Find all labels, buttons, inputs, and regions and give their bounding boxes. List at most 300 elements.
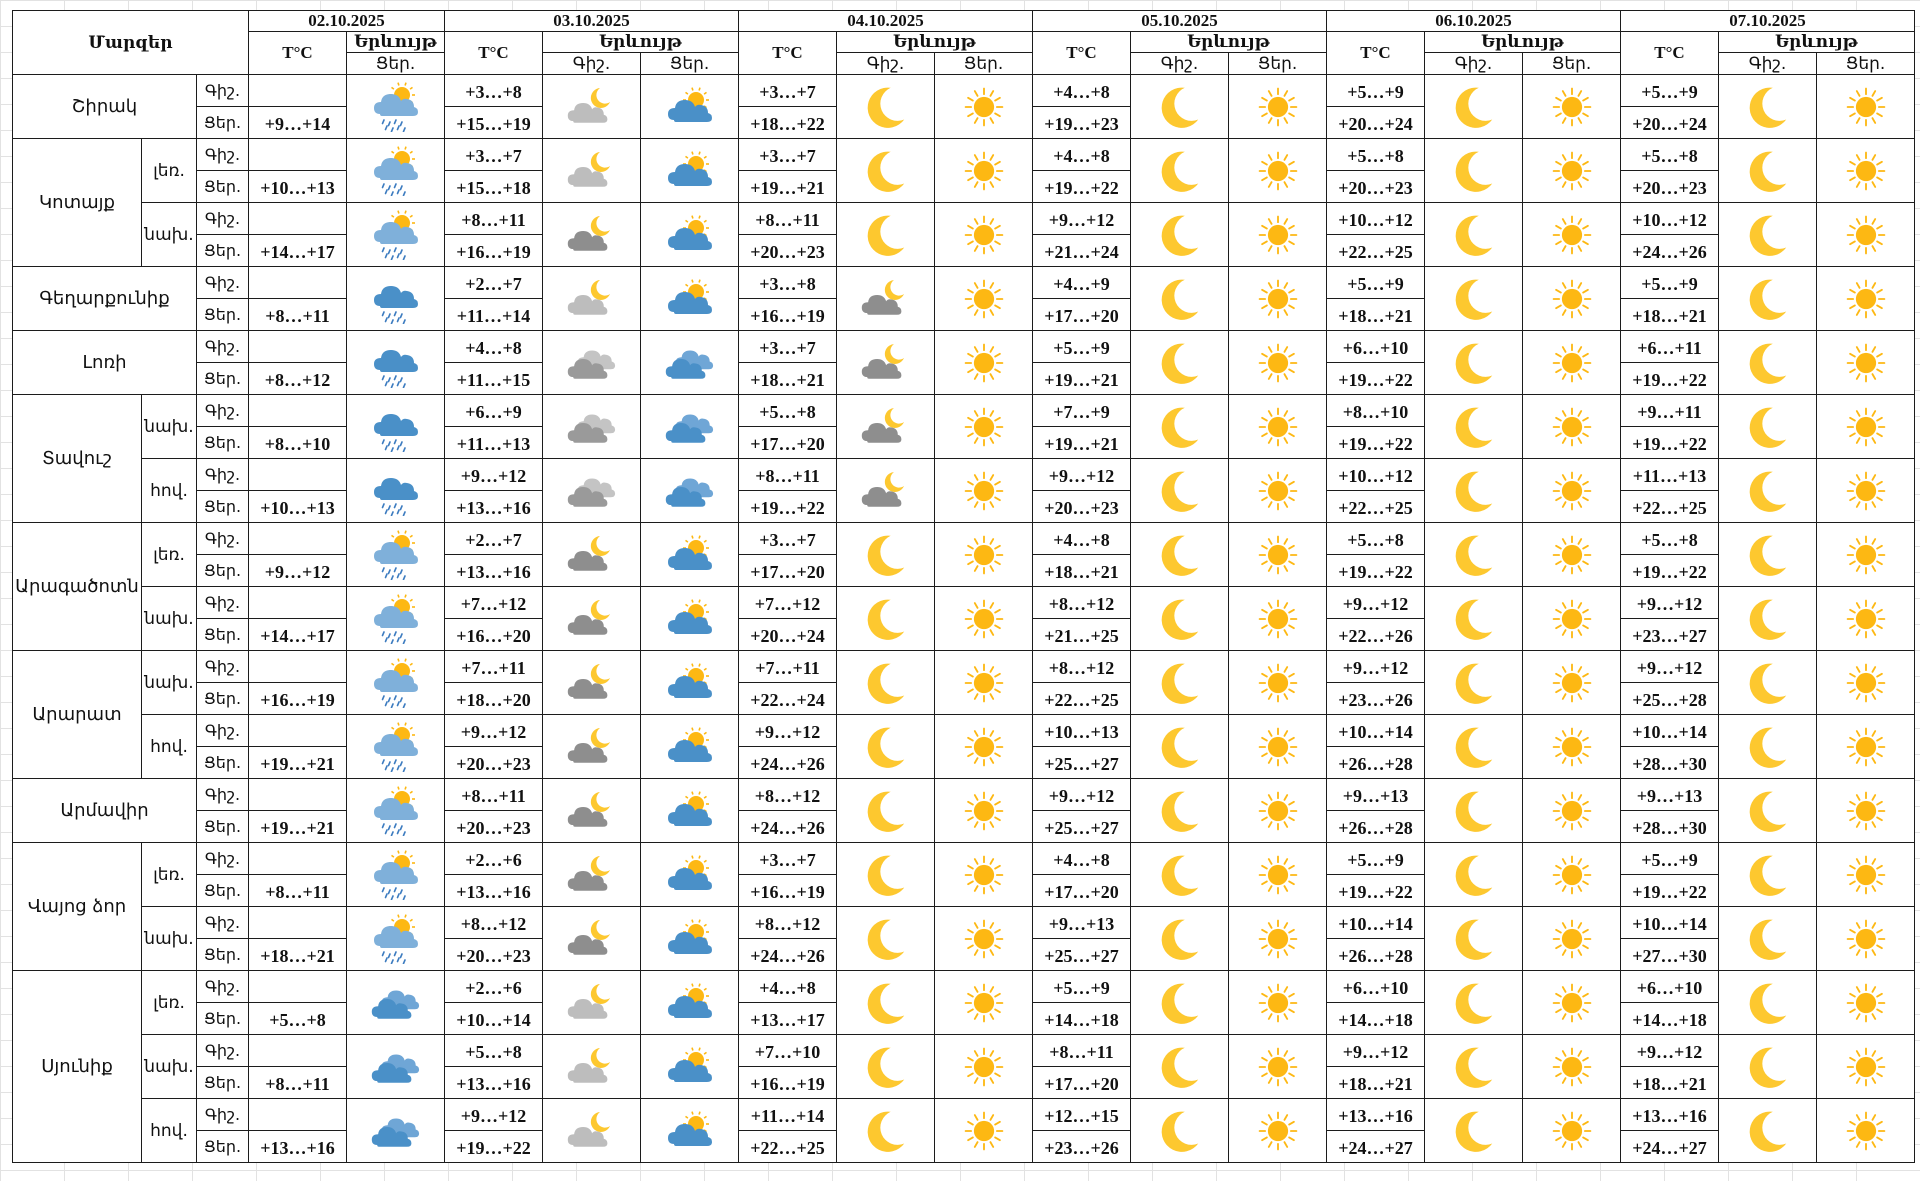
day-label: Ցեր. [197, 747, 249, 779]
subregion-name: նախ. [142, 587, 197, 651]
sun-icon [935, 843, 1033, 907]
moon-icon [1719, 203, 1817, 267]
night-label: Գիշ. [197, 203, 249, 235]
day-temperature: +18…+20 [445, 683, 543, 715]
moon-icon [837, 587, 935, 651]
sun-icon [1523, 587, 1621, 651]
sun-icon [935, 651, 1033, 715]
moon-cloud-dark-icon [837, 331, 935, 395]
sun-icon [1817, 1099, 1915, 1163]
table-row [13, 587, 1915, 619]
weather-header: Երևույթ [837, 32, 1033, 53]
sun-icon [1229, 139, 1327, 203]
sun-icon [1523, 651, 1621, 715]
moon-cloud-dark-icon [543, 587, 641, 651]
moon-icon [1719, 1099, 1817, 1163]
day-temperature: +13…+16 [445, 875, 543, 907]
day-temperature: +16…+19 [445, 235, 543, 267]
day-temperature: +14…+18 [1033, 1003, 1131, 1035]
night-label: Գիշ. [197, 139, 249, 171]
empty-cell [249, 779, 347, 811]
night-label: Գիշ. [197, 1035, 249, 1067]
day-temperature: +20…+23 [1621, 171, 1719, 203]
night-temperature: +9…+12 [1033, 459, 1131, 491]
subregion-name: հով. [142, 459, 197, 523]
sun-icon [1229, 267, 1327, 331]
day-label: Ցեր. [197, 107, 249, 139]
clouds-icon [543, 395, 641, 459]
day-temperature: +22…+26 [1327, 619, 1425, 651]
table-row [13, 395, 1915, 427]
moon-cloud-dark-icon [837, 459, 935, 523]
day-subheader: Ցեր. [935, 53, 1033, 75]
sun-cloud-icon [641, 1099, 739, 1163]
sun-icon [1523, 139, 1621, 203]
sun-cloud-icon [641, 843, 739, 907]
moon-cloud-dark-icon [543, 907, 641, 971]
day-label: Ցեր. [197, 171, 249, 203]
night-temperature: +2…+7 [445, 267, 543, 299]
region-name: Սյունիք [13, 971, 142, 1163]
night-temperature: +9…+12 [1327, 651, 1425, 683]
day-temperature: +10…+14 [445, 1003, 543, 1035]
region-name: Կոտայք [13, 139, 142, 267]
day-temperature: +19…+22 [1327, 875, 1425, 907]
day-temperature: +22…+25 [1621, 491, 1719, 523]
sun-icon [935, 203, 1033, 267]
table-row [13, 459, 1915, 491]
moon-icon [837, 523, 935, 587]
moon-icon [837, 779, 935, 843]
moon-icon [1719, 651, 1817, 715]
region-name: Շիրակ [13, 75, 197, 139]
sun-icon [935, 331, 1033, 395]
sun-cloud-icon [641, 715, 739, 779]
night-temperature: +13…+16 [1621, 1099, 1719, 1131]
night-label: Գիշ. [197, 651, 249, 683]
sun-icon [935, 395, 1033, 459]
moon-cloud-icon [543, 75, 641, 139]
day-temperature: +19…+22 [1621, 363, 1719, 395]
moon-icon [1719, 267, 1817, 331]
night-temperature: +5…+9 [1327, 843, 1425, 875]
table-row [13, 75, 1915, 107]
moon-icon [1719, 331, 1817, 395]
sun-icon [1523, 459, 1621, 523]
day-temperature: +24…+27 [1621, 1131, 1719, 1163]
night-temperature: +9…+12 [1033, 779, 1131, 811]
night-temperature: +6…+10 [1327, 331, 1425, 363]
night-temperature: +9…+13 [1327, 779, 1425, 811]
day-label: Ցեր. [197, 491, 249, 523]
moon-cloud-dark-icon [543, 203, 641, 267]
night-temperature: +5…+8 [1327, 523, 1425, 555]
empty-cell [249, 715, 347, 747]
moon-cloud-dark-icon [543, 779, 641, 843]
night-temperature: +7…+9 [1033, 395, 1131, 427]
region-name: Արարատ [13, 651, 142, 779]
day-subheader: Ցեր. [1229, 53, 1327, 75]
sun-icon [1229, 907, 1327, 971]
sun-icon [1229, 971, 1327, 1035]
sun-icon [1229, 203, 1327, 267]
night-temperature: +5…+8 [1621, 523, 1719, 555]
night-temperature: +11…+13 [1621, 459, 1719, 491]
moon-icon [1719, 971, 1817, 1035]
table-row [13, 715, 1915, 747]
subregion-name: լեռ. [142, 139, 197, 203]
moon-icon [1425, 331, 1523, 395]
night-label: Գիշ. [197, 75, 249, 107]
date-header: 04.10.2025 [739, 11, 1033, 32]
table-body [13, 11, 1915, 1163]
region-name: Արմավիր [13, 779, 197, 843]
empty-cell [249, 395, 347, 427]
day-temperature: +25…+27 [1033, 747, 1131, 779]
day-temperature: +20…+23 [445, 939, 543, 971]
moon-cloud-icon [543, 1099, 641, 1163]
moon-icon [1425, 779, 1523, 843]
moon-icon [1131, 395, 1229, 459]
night-temperature: +7…+10 [739, 1035, 837, 1067]
night-label: Գիշ. [197, 907, 249, 939]
sun-icon [1817, 971, 1915, 1035]
day-temperature: +13…+16 [445, 491, 543, 523]
moon-icon [1131, 651, 1229, 715]
night-temperature: +5…+9 [1621, 843, 1719, 875]
moon-cloud-dark-icon [543, 843, 641, 907]
night-label: Գիշ. [197, 459, 249, 491]
moon-icon [837, 907, 935, 971]
temp-header: T°C [739, 32, 837, 75]
date-header: 02.10.2025 [249, 11, 445, 32]
sun-icon [1817, 203, 1915, 267]
night-temperature: +6…+9 [445, 395, 543, 427]
moon-icon [1131, 1099, 1229, 1163]
night-temperature: +9…+13 [1621, 779, 1719, 811]
moon-icon [1425, 907, 1523, 971]
night-temperature: +3…+8 [445, 75, 543, 107]
day-temperature: +18…+21 [739, 363, 837, 395]
table-row [13, 139, 1915, 171]
night-temperature: +8…+11 [739, 203, 837, 235]
subregion-name: նախ. [142, 1035, 197, 1099]
night-label: Գիշ. [197, 395, 249, 427]
day-subheader: Ցեր. [347, 53, 445, 75]
sun-icon [1523, 203, 1621, 267]
table-row [13, 1099, 1915, 1131]
sun-cloud-rain-icon [347, 715, 445, 779]
sun-icon [1229, 587, 1327, 651]
moon-cloud-dark-icon [543, 715, 641, 779]
night-label: Գիշ. [197, 331, 249, 363]
empty-cell [249, 331, 347, 363]
day-temperature: +8…+12 [249, 363, 347, 395]
subregion-name: լեռ. [142, 843, 197, 907]
day-temperature: +22…+25 [739, 1131, 837, 1163]
day-label: Ցեր. [197, 875, 249, 907]
header-row-dates [13, 11, 1915, 32]
night-temperature: +9…+12 [1621, 1035, 1719, 1067]
day-temperature: +22…+25 [1033, 683, 1131, 715]
day-label: Ցեր. [197, 1067, 249, 1099]
day-temperature: +20…+23 [445, 811, 543, 843]
day-temperature: +19…+21 [1033, 363, 1131, 395]
day-temperature: +16…+20 [445, 619, 543, 651]
clouds-icon [543, 331, 641, 395]
day-temperature: +8…+11 [249, 875, 347, 907]
day-temperature: +20…+24 [1621, 107, 1719, 139]
subregion-name: նախ. [142, 203, 197, 267]
sun-icon [1523, 75, 1621, 139]
sun-icon [1229, 1099, 1327, 1163]
day-temperature: +26…+28 [1327, 811, 1425, 843]
night-temperature: +5…+9 [1327, 75, 1425, 107]
sun-cloud-icon [641, 907, 739, 971]
day-temperature: +11…+14 [445, 299, 543, 331]
sun-icon [1523, 779, 1621, 843]
moon-icon [1131, 779, 1229, 843]
subregion-name: նախ. [142, 907, 197, 971]
empty-cell [249, 139, 347, 171]
blue-clouds-icon [641, 331, 739, 395]
empty-cell [249, 267, 347, 299]
sun-icon [1229, 75, 1327, 139]
header-row-labels [13, 32, 1915, 53]
day-temperature: +15…+18 [445, 171, 543, 203]
day-temperature: +20…+24 [1327, 107, 1425, 139]
day-temperature: +19…+22 [1327, 363, 1425, 395]
table-row [13, 267, 1915, 299]
night-subheader: Գիշ. [1425, 53, 1523, 75]
moon-icon [1719, 907, 1817, 971]
table-row [13, 523, 1915, 555]
moon-icon [1425, 203, 1523, 267]
sun-icon [1817, 331, 1915, 395]
night-temperature: +4…+8 [1033, 843, 1131, 875]
empty-cell [249, 459, 347, 491]
moon-icon [1425, 267, 1523, 331]
day-subheader: Ցեր. [641, 53, 739, 75]
night-temperature: +5…+8 [739, 395, 837, 427]
weather-header: Երևույթ [1131, 32, 1327, 53]
night-temperature: +4…+8 [445, 331, 543, 363]
day-temperature: +20…+23 [739, 235, 837, 267]
day-temperature: +18…+21 [1621, 299, 1719, 331]
day-temperature: +20…+23 [1327, 171, 1425, 203]
sun-icon [1817, 907, 1915, 971]
day-temperature: +19…+22 [1621, 555, 1719, 587]
sun-cloud-rain-icon [347, 139, 445, 203]
subregion-name: նախ. [142, 651, 197, 715]
day-temperature: +21…+24 [1033, 235, 1131, 267]
sun-cloud-icon [641, 651, 739, 715]
blue-clouds-icon [347, 1035, 445, 1099]
table-row [13, 779, 1915, 811]
day-temperature: +19…+22 [1621, 875, 1719, 907]
night-temperature: +5…+9 [1033, 971, 1131, 1003]
sun-icon [1523, 331, 1621, 395]
sun-cloud-rain-icon [347, 203, 445, 267]
day-temperature: +19…+21 [249, 747, 347, 779]
sun-icon [1817, 651, 1915, 715]
moon-icon [1425, 651, 1523, 715]
moon-icon [837, 1099, 935, 1163]
night-temperature: +8…+11 [739, 459, 837, 491]
night-temperature: +5…+8 [445, 1035, 543, 1067]
moon-cloud-dark-icon [543, 523, 641, 587]
night-temperature: +6…+10 [1621, 971, 1719, 1003]
empty-cell [249, 203, 347, 235]
night-temperature: +4…+8 [1033, 139, 1131, 171]
night-temperature: +9…+11 [1621, 395, 1719, 427]
table-row [13, 203, 1915, 235]
sun-icon [935, 75, 1033, 139]
night-temperature: +8…+10 [1327, 395, 1425, 427]
night-temperature: +5…+9 [1327, 267, 1425, 299]
day-temperature: +19…+23 [1033, 107, 1131, 139]
night-temperature: +7…+11 [445, 651, 543, 683]
moon-icon [837, 203, 935, 267]
day-temperature: +17…+20 [739, 555, 837, 587]
day-temperature: +11…+15 [445, 363, 543, 395]
day-temperature: +14…+17 [249, 619, 347, 651]
day-temperature: +24…+26 [739, 747, 837, 779]
night-temperature: +5…+9 [1033, 331, 1131, 363]
table-row [13, 971, 1915, 1003]
night-temperature: +3…+7 [739, 843, 837, 875]
day-temperature: +17…+20 [1033, 299, 1131, 331]
day-temperature: +19…+21 [739, 171, 837, 203]
moon-icon [837, 1035, 935, 1099]
moon-icon [1425, 971, 1523, 1035]
sun-icon [935, 1035, 1033, 1099]
night-label: Գիշ. [197, 779, 249, 811]
day-temperature: +26…+28 [1327, 747, 1425, 779]
night-temperature: +9…+12 [1327, 1035, 1425, 1067]
day-temperature: +18…+21 [1033, 555, 1131, 587]
sun-icon [935, 459, 1033, 523]
moon-icon [1131, 587, 1229, 651]
night-temperature: +7…+12 [739, 587, 837, 619]
day-temperature: +19…+22 [1327, 555, 1425, 587]
day-temperature: +21…+25 [1033, 619, 1131, 651]
day-temperature: +23…+27 [1621, 619, 1719, 651]
day-temperature: +19…+22 [1033, 171, 1131, 203]
cloud-rain-icon [347, 331, 445, 395]
moon-icon [1719, 75, 1817, 139]
day-temperature: +8…+11 [249, 1067, 347, 1099]
subregion-name: լեռ. [142, 523, 197, 587]
day-temperature: +28…+30 [1621, 747, 1719, 779]
night-label: Գիշ. [197, 971, 249, 1003]
night-temperature: +10…+14 [1327, 907, 1425, 939]
night-temperature: +9…+12 [739, 715, 837, 747]
moon-icon [1131, 267, 1229, 331]
night-temperature: +6…+10 [1327, 971, 1425, 1003]
night-temperature: +3…+7 [445, 139, 543, 171]
day-temperature: +10…+13 [249, 171, 347, 203]
sun-icon [1229, 1035, 1327, 1099]
day-temperature: +22…+25 [1327, 235, 1425, 267]
sun-cloud-icon [641, 971, 739, 1035]
sun-icon [1523, 267, 1621, 331]
sun-icon [935, 1099, 1033, 1163]
sun-icon [1817, 75, 1915, 139]
day-subheader: Ցեր. [1817, 53, 1915, 75]
night-temperature: +8…+12 [1033, 651, 1131, 683]
sun-icon [1817, 267, 1915, 331]
night-temperature: +10…+12 [1327, 459, 1425, 491]
table-row [13, 907, 1915, 939]
day-subheader: Ցեր. [1523, 53, 1621, 75]
region-name: Վայոց ձոր [13, 843, 142, 971]
night-temperature: +8…+11 [445, 779, 543, 811]
day-label: Ցեր. [197, 235, 249, 267]
table-row [13, 331, 1915, 363]
night-temperature: +2…+7 [445, 523, 543, 555]
night-label: Գիշ. [197, 843, 249, 875]
moon-cloud-icon [543, 1035, 641, 1099]
sun-cloud-rain-icon [347, 907, 445, 971]
moon-icon [1719, 715, 1817, 779]
sun-icon [935, 267, 1033, 331]
moon-icon [1425, 587, 1523, 651]
sun-icon [1229, 395, 1327, 459]
day-label: Ցեր. [197, 683, 249, 715]
moon-cloud-icon [543, 971, 641, 1035]
sun-icon [1523, 1035, 1621, 1099]
blue-clouds-icon [347, 1099, 445, 1163]
sun-icon [1523, 395, 1621, 459]
day-temperature: +19…+22 [739, 491, 837, 523]
night-temperature: +8…+11 [445, 203, 543, 235]
day-temperature: +8…+10 [249, 427, 347, 459]
night-temperature: +8…+12 [445, 907, 543, 939]
night-temperature: +9…+13 [1033, 907, 1131, 939]
weather-header: Երևույթ [1719, 32, 1915, 53]
sun-icon [1229, 715, 1327, 779]
weather-header: Երևույթ [1425, 32, 1621, 53]
sun-icon [1817, 1035, 1915, 1099]
night-temperature: +7…+12 [445, 587, 543, 619]
empty-cell [249, 971, 347, 1003]
moon-icon [1425, 139, 1523, 203]
night-temperature: +3…+7 [739, 331, 837, 363]
day-temperature: +20…+24 [739, 619, 837, 651]
moon-icon [1719, 1035, 1817, 1099]
moon-icon [1131, 907, 1229, 971]
sun-cloud-icon [641, 779, 739, 843]
day-temperature: +17…+20 [1033, 875, 1131, 907]
night-temperature: +3…+7 [739, 523, 837, 555]
sun-cloud-icon [641, 523, 739, 587]
day-temperature: +14…+18 [1327, 1003, 1425, 1035]
clouds-icon [543, 459, 641, 523]
night-temperature: +4…+8 [1033, 75, 1131, 107]
day-temperature: +22…+25 [1327, 491, 1425, 523]
day-temperature: +24…+26 [1621, 235, 1719, 267]
sun-cloud-rain-icon [347, 75, 445, 139]
day-temperature: +11…+13 [445, 427, 543, 459]
night-temperature: +8…+12 [739, 779, 837, 811]
day-temperature: +25…+27 [1033, 939, 1131, 971]
night-temperature: +4…+9 [1033, 267, 1131, 299]
sun-icon [1523, 843, 1621, 907]
night-temperature: +13…+16 [1327, 1099, 1425, 1131]
night-temperature: +3…+7 [739, 139, 837, 171]
region-name: Տավուշ [13, 395, 142, 523]
